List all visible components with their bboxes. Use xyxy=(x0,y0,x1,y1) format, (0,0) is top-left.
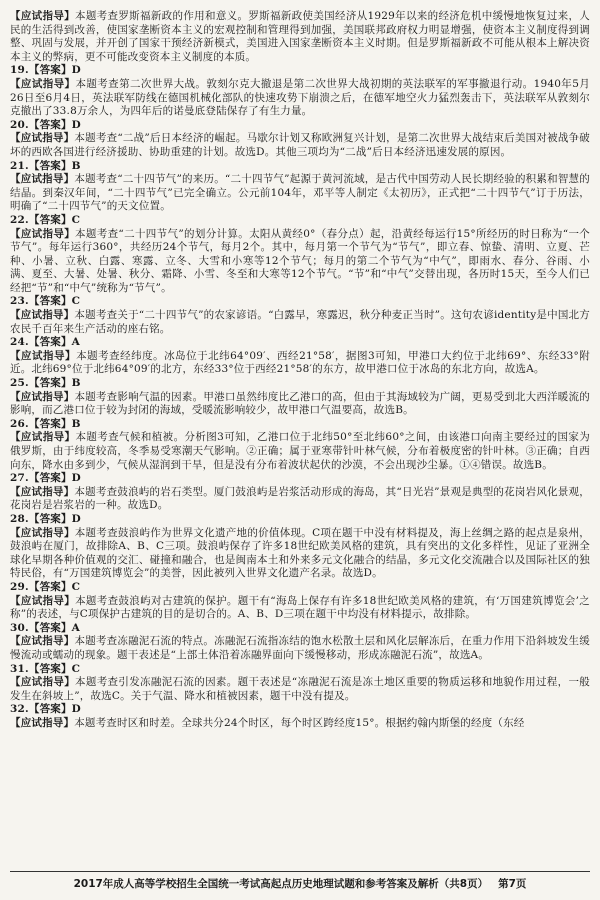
question-entry xyxy=(10,663,590,704)
answer-line xyxy=(10,377,590,391)
guide-paragraph xyxy=(10,350,590,377)
question-number: 23. xyxy=(10,295,29,308)
answer-label: 【答案】B xyxy=(28,377,81,390)
guide-text: 本题考查冻融泥石流的特点。冻融泥石流指冻结的饱水松散土层和风化层解冻后，在重力作用下沿斜坡发生缓慢流动或蠕动的现象。题干表述是“上部土体沿着冻融界面向下缓慢移动，形成冻融泥石流”，故选A。 xyxy=(10,635,590,661)
guide-label: 【应试指导】 xyxy=(10,594,76,607)
guide-text: 本题考查“二十四节气”的划分计算。太阳从黄经0°（春分点）起，沿黄经每运行15°所经历的时日称为“一个节气”。每年运行360°，共经历24个节气，每月2个。其中，每月第一个节气为“节气”，即立春、惊蛰、清明、立夏、芒种、小暑、立秋、白露、寒露、立冬、大雪和小寒等12个节气；每月的第二个节气为“中气”，即雨水、春分、谷雨、小满、夏至、大暑、处暑、秋分、霜降、小雪、冬至和大寒等12个节气。“节”和“中气”交替出现，各历时15天，至今人们已经把“节”和“中气”统称为“节气”。 xyxy=(10,227,590,294)
question-entry xyxy=(10,513,590,581)
guide-paragraph xyxy=(10,309,590,336)
question-number: 31. xyxy=(10,662,29,675)
answer-label: 【答案】A xyxy=(28,336,81,349)
answer-label: 【答案】D xyxy=(28,64,81,77)
guide-text: 本题考查引发冻融泥石流的因素。题干表述是“冻融泥石流是冻土地区重要的物质运移和地貌作用过程，一般发生在斜坡上”，故选C。关于气温、降水和植被因素，题干中没有提及。 xyxy=(10,676,590,702)
answer-label: 【答案】C xyxy=(28,213,81,226)
guide-label: 【应试指导】 xyxy=(10,173,75,186)
footer-title: 2017年成人高等学校招生全国统一考试高起点历史地理试题和参考答案及解析（共8页） xyxy=(73,877,489,890)
question-number: 28. xyxy=(10,512,29,525)
footer-page-number: 第7页 xyxy=(498,877,527,890)
guide-text: 本题考查鼓浪屿对古建筑的保护。题干有“海岛上保存有许多18世纪欧美风格的建筑，有‘万国建筑博览会’之称”的表述，与C项保护古建筑的目的是切合的。A、B、D三项在题干中均没有材料提示，故排除。 xyxy=(10,594,590,621)
answer-label: 【答案】D xyxy=(28,472,81,485)
guide-label: 【应试指导】 xyxy=(10,485,75,498)
guide-label: 【应试指导】 xyxy=(10,390,75,403)
question-entry xyxy=(10,336,590,377)
answer-line xyxy=(10,663,590,677)
question-number: 25. xyxy=(10,377,29,390)
guide-label: 【应试指导】 xyxy=(10,309,75,322)
answer-line xyxy=(10,513,590,527)
question-number: 29. xyxy=(10,580,29,593)
answer-label: 【答案】A xyxy=(28,621,81,634)
answer-line xyxy=(10,214,590,228)
answer-label: 【答案】C xyxy=(28,662,81,675)
question-entry xyxy=(10,472,590,513)
answer-line xyxy=(10,472,590,486)
guide-text: 本题考查时区和时差。全球共分24个时区，每个时区跨经度15°。根据约翰内斯堡的经度（东经 xyxy=(74,716,525,729)
question-number: 24. xyxy=(10,336,29,349)
guide-label: 【应试指导】 xyxy=(10,227,76,240)
guide-text: 本题考查关于“二十四节气”的农家谚语。“白露早，寒露迟，秋分种麦正当时”。这句农谚identity是中国北方农民千百年来生产活动的座右铭。 xyxy=(10,309,590,335)
question-entry xyxy=(10,10,590,64)
guide-label: 【应试指导】 xyxy=(10,132,75,145)
guide-label: 【应试指导】 xyxy=(10,10,75,22)
page-footer xyxy=(10,871,590,894)
question-entry xyxy=(10,160,590,214)
question-number: 32. xyxy=(10,703,29,716)
guide-paragraph xyxy=(10,132,590,159)
guide-paragraph xyxy=(10,635,590,662)
guide-paragraph xyxy=(10,391,590,418)
answer-line xyxy=(10,703,590,717)
answer-line xyxy=(10,295,590,309)
question-entry xyxy=(10,377,590,418)
answer-label: 【答案】D xyxy=(28,118,81,131)
guide-paragraph xyxy=(10,10,590,64)
question-entry xyxy=(10,703,590,730)
answer-label: 【答案】D xyxy=(28,703,81,716)
answer-label: 【答案】C xyxy=(28,295,81,308)
guide-label: 【应试指导】 xyxy=(10,526,75,539)
guide-label: 【应试指导】 xyxy=(10,349,77,362)
question-number: 22. xyxy=(10,213,29,226)
guide-label: 【应试指导】 xyxy=(10,635,75,648)
guide-text: 本题考查“二战”后日本经济的崛起。马歇尔计划又称欧洲复兴计划，是第二次世界大战结束后美国对被战争破坏的西欧各国进行经济援助、协助重建的计划。故选D。其他三项均为“二战”后日本经济迅速发展的原因。 xyxy=(10,132,590,158)
question-number: 21. xyxy=(10,159,29,172)
question-entry xyxy=(10,64,590,118)
guide-paragraph xyxy=(10,228,590,296)
question-entry xyxy=(10,418,590,472)
guide-paragraph xyxy=(10,527,590,581)
guide-text: 本题考查第二次世界大战。敦刻尔克大撤退是第二次世界大战初期的英法联军的军事撤退行动。1940年5月26日至6月4日，英法联军防线在德国机械化部队的快速攻势下崩溃之后，在德军地空火力猛烈轰击下，英法联军从敦刻尔克撤出了33.8万余人，为四年后的诺曼底登陆保存了有生力量。 xyxy=(10,77,590,118)
guide-text: 本题考查经纬度。冰岛位于北纬64°09′、西经21°58′，据图3可知，甲港口大约位于北纬69°、东经33°附近。北纬69°位于北纬64°09′的北方，东经33°位于西经21°58′的东方，故甲港口位于冰岛的东北方向，故选A。 xyxy=(10,349,590,376)
answer-line xyxy=(10,64,590,78)
answer-line xyxy=(10,581,590,595)
guide-paragraph xyxy=(10,78,590,119)
answer-line xyxy=(10,336,590,350)
answer-label: 【答案】B xyxy=(28,417,81,430)
guide-paragraph xyxy=(10,717,590,731)
guide-label: 【应试指导】 xyxy=(10,77,76,90)
answer-explanations xyxy=(10,10,590,872)
answer-line xyxy=(10,622,590,636)
guide-label: 【应试指导】 xyxy=(10,716,75,729)
guide-paragraph xyxy=(10,173,590,214)
question-entry xyxy=(10,214,590,296)
question-entry xyxy=(10,295,590,336)
guide-label: 【应试指导】 xyxy=(10,431,76,444)
guide-paragraph xyxy=(10,486,590,513)
question-number: 26. xyxy=(10,417,29,430)
guide-text: 本题考查鼓浪屿作为世界文化遗产地的价值体现。C项在题干中没有材料提及，海上丝绸之路的起点是泉州，鼓浪屿在厦门，故排除A、B、C三项。鼓浪屿保存了许多18世纪欧美风格的建筑，具有突出的文化多样性，见证了亚洲全球化早期各种价值观的交汇、碰撞和融合，也是闽南本土和外来多元文化融合的结晶，多元文化交流融合以及国际社区的独特民俗，有“万国建筑博览会”的美誉，因此被列入世界文化遗产名录。故选D。 xyxy=(10,526,590,580)
guide-text: 本题考查“二十四节气”的来历。“二十四节气”起源于黄河流域，是古代中国劳动人民长期经验的积累和智慧的结晶。到秦汉年间，“二十四节气”已完全确立。公元前104年，邓平等人制定《太初历》，正式把“二十四节气”订于历法，明确了“二十四节气”的天文位置。 xyxy=(10,173,590,213)
answer-label: 【答案】D xyxy=(28,512,81,525)
answer-line xyxy=(10,160,590,174)
question-entry xyxy=(10,581,590,622)
question-entry xyxy=(10,119,590,160)
guide-paragraph xyxy=(10,431,590,472)
answer-line xyxy=(10,119,590,133)
question-number: 30. xyxy=(10,621,29,634)
question-number: 19. xyxy=(10,64,29,77)
answer-label: 【答案】C xyxy=(28,580,81,593)
guide-text: 本题考查鼓浪屿的岩石类型。厦门鼓浪屿是岩浆活动形成的海岛，其“日光岩”景观是典型的花岗岩风化景观，花岗岩是岩浆岩的一种。故选D。 xyxy=(10,485,590,512)
answer-label: 【答案】B xyxy=(28,159,81,172)
question-number: 20. xyxy=(10,118,29,131)
guide-text: 本题考查影响气温的因素。甲港口虽然纬度比乙港口的高，但由于其海域较为广阔，更易受到北大西洋暖流的影响，而乙港口位于较为封闭的海域，受暖流影响较少，故甲港口气温要高，故选B。 xyxy=(10,390,590,417)
guide-label: 【应试指导】 xyxy=(10,676,76,689)
answer-line xyxy=(10,418,590,432)
guide-paragraph xyxy=(10,676,590,703)
guide-text: 本题考查罗斯福新政的作用和意义。罗斯福新政使美国经济从1929年以来的经济危机中缓慢地恢复过来，人民的生活得到改善，使国家垄断资本主义的宏观控制和管理得到加强，美国联邦政府权力明显增强，使资本主义制度得到调整、巩固与发展，并开创了国家干预经济新模式，美国进入国家垄断资本主义时期。但是罗斯福新政不可能从根本上解决资本主义的弊病，更不可能改变资本主义制度的本质。 xyxy=(10,10,590,63)
question-number: 27. xyxy=(10,472,29,485)
question-entry xyxy=(10,622,590,663)
guide-paragraph xyxy=(10,595,590,622)
guide-text: 本题考查气候和植被。分析图3可知，乙港口位于北纬50°至北纬60°之间，由该港口向南主要经过的国家为俄罗斯，由于纬度较高，冬季易受寒潮天气影响。②正确；属于亚寒带针叶林气候，分布着极度密的针叶林。③正确；自西向东，降水由多到少，气候从湿润到干旱，但是没有分布着波状起伏的沙漠，不会出现沙尘暴。①④错误。故选B。 xyxy=(10,431,590,471)
